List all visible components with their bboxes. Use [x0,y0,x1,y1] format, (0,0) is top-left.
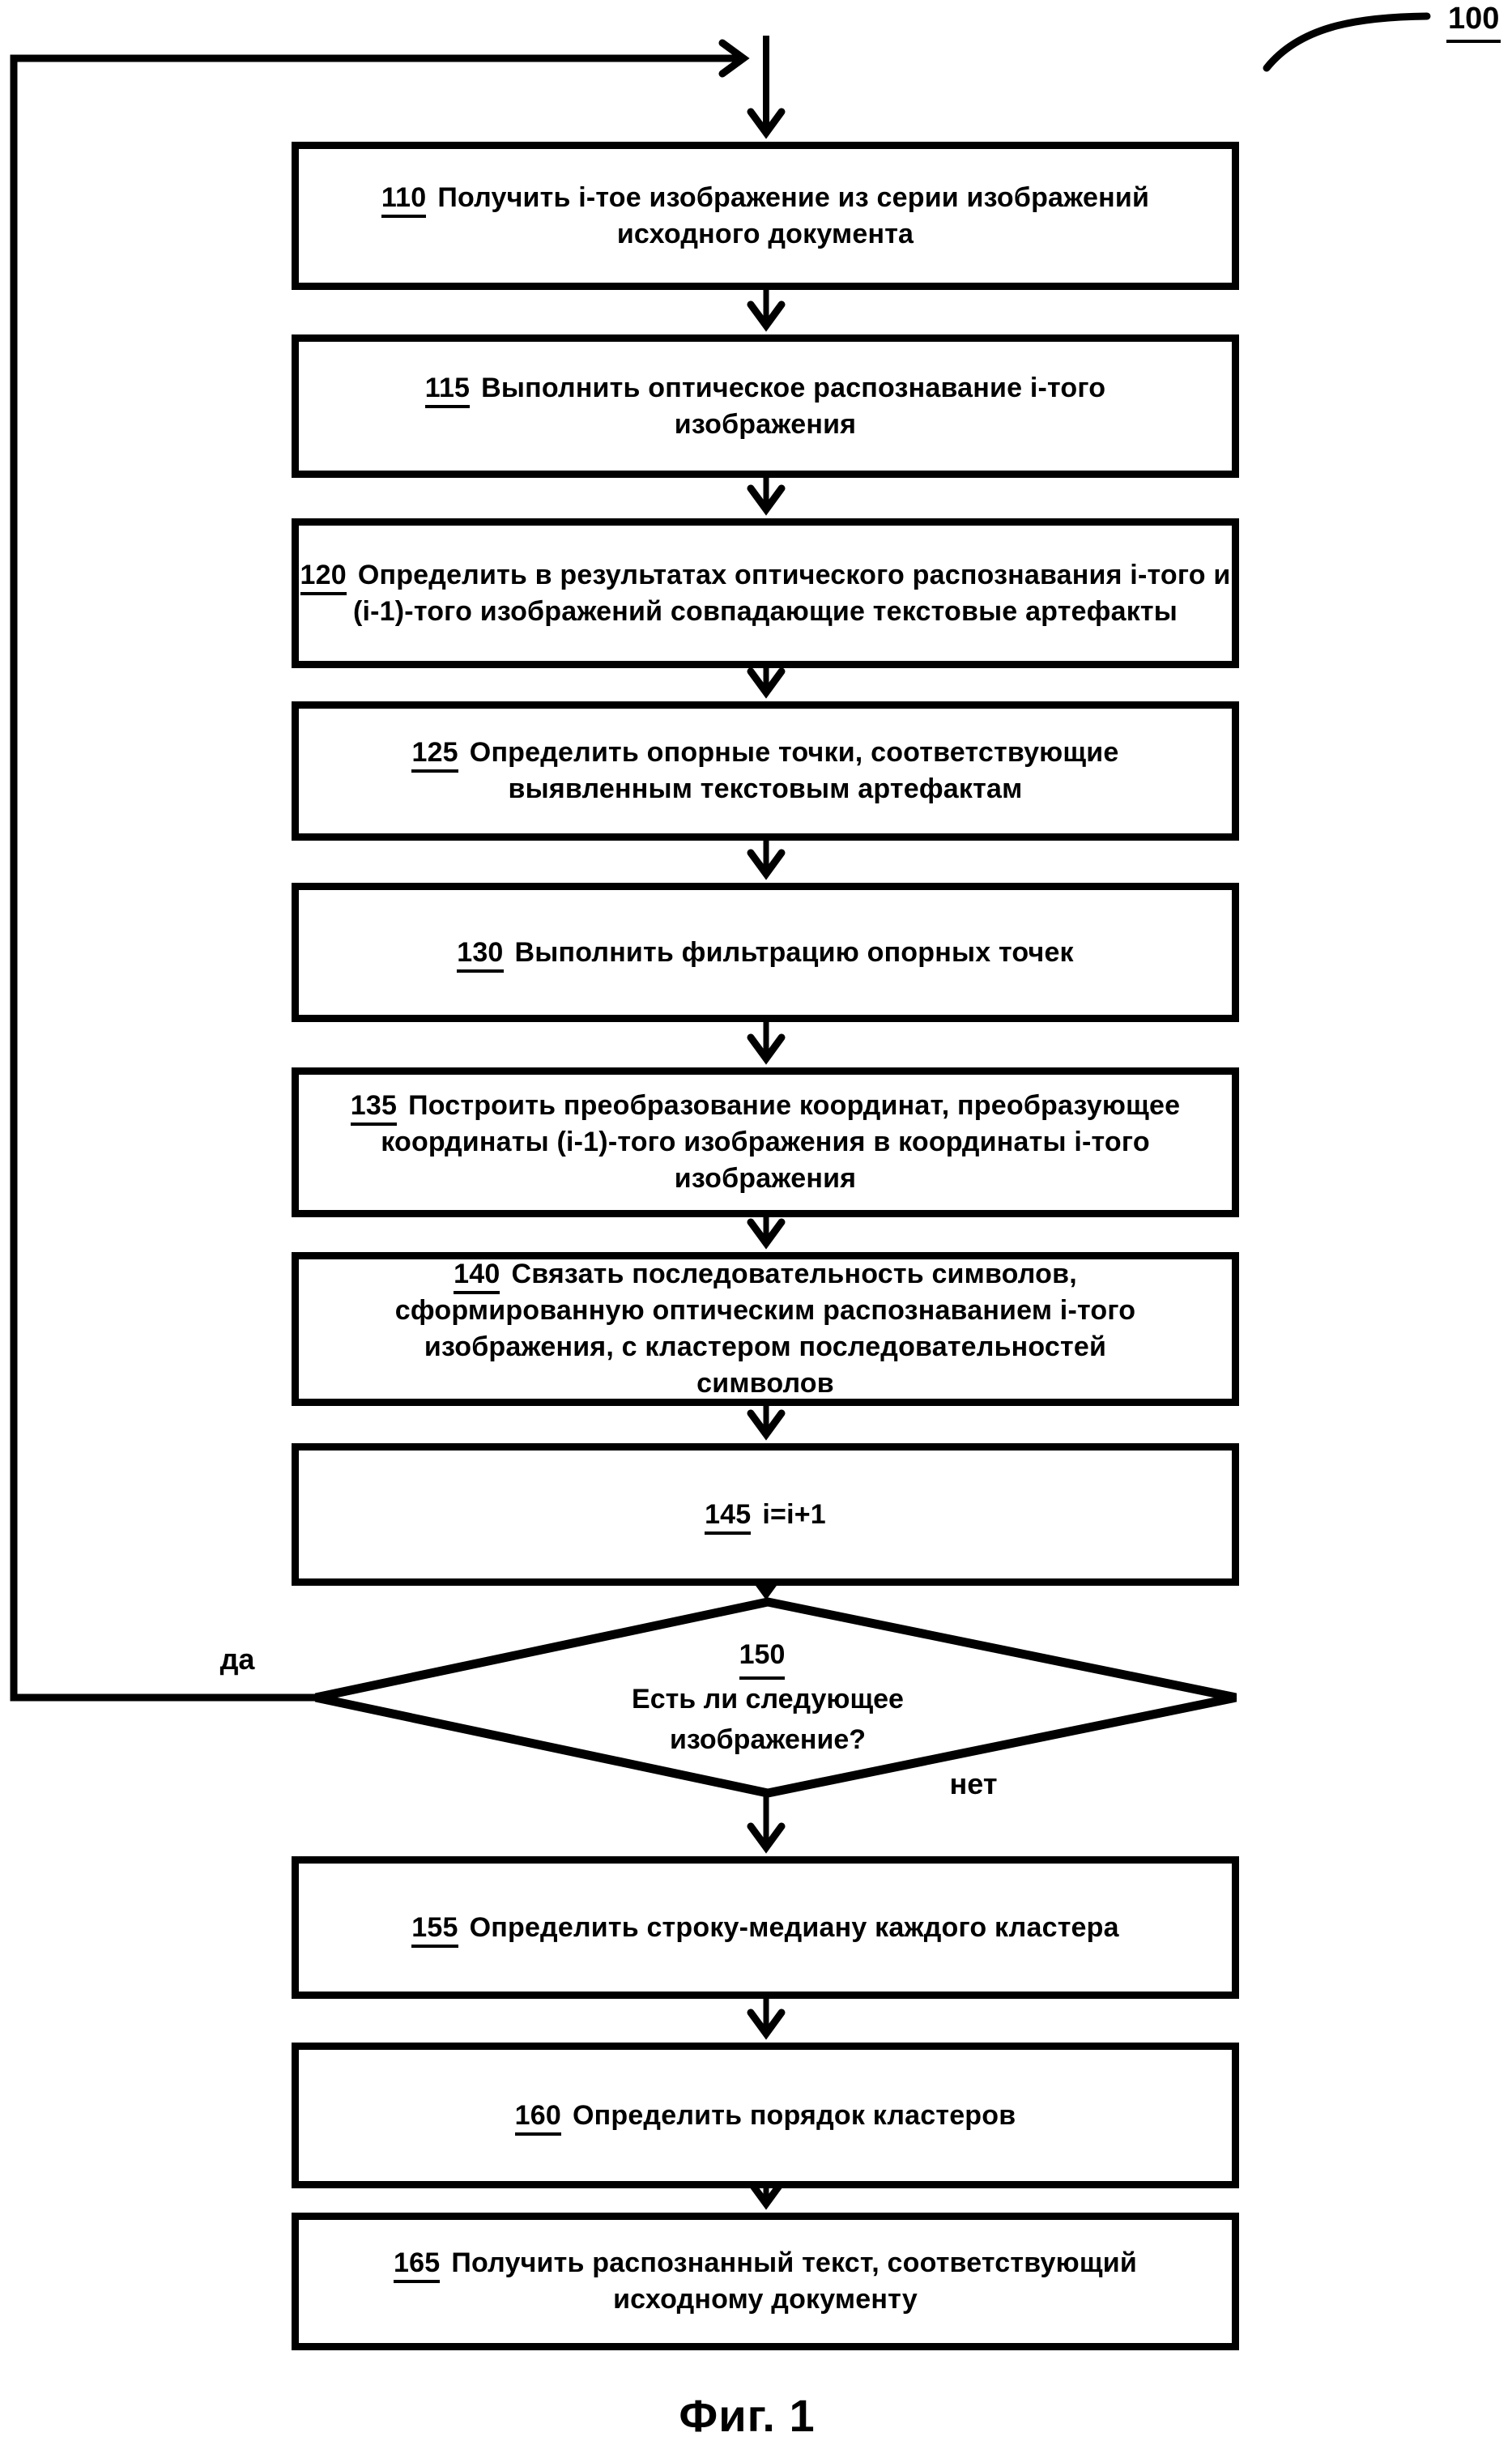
step-number: 150 [739,1635,786,1680]
branch-label-yes: да [219,1642,255,1676]
step-text: Связать последовательность символов, сформированную оптическим распознаванием i-того изображения, с кластером последовательностей символов [394,1259,1136,1399]
branch-label-no: нет [949,1767,998,1800]
step-number: 140 [454,1259,500,1294]
process-box-145-label [705,1497,826,1533]
process-box-135-label [299,1088,1232,1197]
process-box-120 [292,518,1239,668]
decision-question-text: Есть ли следующее изображение? [632,1684,904,1755]
step-text: Определить строку-медиану каждого кластера [469,1911,1119,1943]
process-box-130-label [457,935,1074,971]
step-text: Определить порядок кластеров [572,2099,1016,2131]
figure-caption: Фиг. 1 [679,2390,816,2441]
process-box-125-label [364,735,1166,807]
step-number: 110 [381,182,426,218]
step-number: 135 [351,1090,397,1126]
step-number: 145 [705,1499,751,1535]
process-box-155 [292,1856,1239,1999]
step-text: Определить в результатах оптического распознавания i-того и (i-1)-того изображений совпадающие текстовые артефакты [352,559,1231,627]
step-text: i=i+1 [762,1498,826,1530]
process-box-165 [292,2213,1239,2350]
step-number: 130 [457,937,503,973]
step-number: 160 [515,2100,561,2136]
process-box-120-label [299,557,1232,630]
process-box-145 [292,1443,1239,1586]
process-box-155-label [411,1910,1118,1946]
process-box-130 [292,883,1239,1022]
process-box-160-label [515,2098,1016,2134]
step-number: 165 [394,2247,440,2283]
decision-box-150 [525,1617,1011,1779]
step-text: Выполнить фильтрацию опорных точек [514,936,1074,968]
process-box-140 [292,1252,1239,1406]
process-box-140-label [360,1256,1170,1402]
step-number: 155 [411,1912,458,1948]
step-number: 125 [411,737,458,773]
process-box-110-label [328,180,1203,253]
step-text: Определить опорные точки, соответствующие выявленным текстовым артефактам [469,737,1119,804]
ref-pointer-curve [1267,16,1427,68]
step-text: Получить распознанный текст, соответствующий исходному документу [451,2247,1137,2315]
step-text: Получить i-тое изображение из серии изображений исходного документа [437,181,1150,249]
process-box-125 [292,701,1239,841]
step-number: 115 [425,373,470,408]
process-box-165-label [360,2245,1170,2318]
process-box-115-label [360,370,1170,443]
process-box-115 [292,334,1239,478]
step-text: Построить преобразование координат, преобразующее координаты (i-1)-того изображения в координаты i-того изображения [381,1090,1181,1194]
step-text: Выполнить оптическое распознавание i-того изображения [481,372,1106,440]
step-number: 120 [300,560,347,595]
process-box-160 [292,2043,1239,2188]
process-box-135 [292,1067,1239,1217]
process-box-110 [292,142,1239,290]
figure-reference-number: 100 [1446,2,1501,43]
